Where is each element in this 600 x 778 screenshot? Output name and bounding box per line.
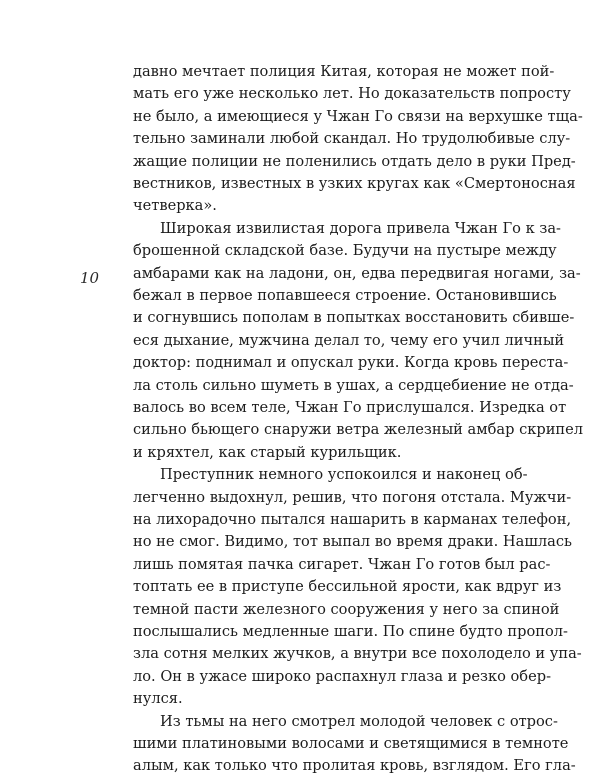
text-line: и кряхтел, как старый курильщик. (133, 443, 402, 461)
text-line: давно мечтает полиция Китая, которая не может пой- (133, 63, 555, 80)
page-number: 10 (80, 268, 100, 287)
text-line: жащие полиции не поленились отдать дело в руки Пред- (133, 152, 576, 170)
text-line: не было, а имеющиеся у Чжан Го связи на верхушке тща- (133, 107, 583, 125)
text-line: алым, как только что пролитая кровь, взглядом. Его гла- (133, 757, 576, 775)
text-line: но не смог. Видимо, тот выпал во время драки. Нашлась (133, 533, 572, 551)
text-line: на лихорадочно пытался нашарить в карманах телефон, (133, 511, 572, 528)
text-line: четверка». (133, 197, 217, 215)
text-line: сильно бьющего снаружи ветра железный амбар скрипел (133, 421, 584, 439)
text-line: ла столь сильно шуметь в ушах, а сердцебиение не отда- (133, 376, 574, 394)
text-line: бежал в первое попавшееся строение. Остановившись (133, 287, 557, 304)
text-line: топтать ее в приступе бессильной ярости, как вдруг из (133, 578, 562, 596)
text-line: доктор: поднимал и опускал руки. Когда кровь переста- (133, 354, 569, 372)
text-line: валось во всем теле, Чжан Го прислушался. Изредка от (133, 399, 567, 416)
text-line: тельно заминали любой скандал. Но трудолюбивые слу- (133, 130, 571, 148)
text-line: еся дыхание, мужчина делал то, чему его учил личный (133, 331, 565, 349)
text-line: лишь помятая пачка сигарет. Чжан Го готов был рас- (133, 555, 551, 573)
text-line: Широкая извилистая дорога привела Чжан Го к за- (160, 219, 561, 237)
text-line: легченно выдохнул, решив, что погоня отстала. Мужчи- (133, 488, 572, 506)
text-line: мать его уже несколько лет. Но доказательств попросту (133, 85, 571, 103)
text-line: и согнувшись пополам в попытках восстановить сбивше- (133, 309, 575, 327)
text-line: шими платиновыми волосами и светящимися в темноте (133, 735, 569, 752)
text-line: ло. Он в ужасе широко распахнул глаза и резко обер- (133, 667, 551, 685)
text-line: амбарами как на ладони, он, едва передвигая ногами, за- (133, 264, 581, 282)
text-line: нулся. (133, 690, 183, 708)
text-line: послышались медленные шаги. По спине будто пропол- (133, 623, 568, 640)
text-line: темной пасти железного сооружения у него за спиной (133, 600, 560, 618)
text-line: вестников, известных в узких кругах как «Смертоносная (133, 175, 576, 192)
text-line: брошенной складской базе. Будучи на пустыре между (133, 242, 557, 260)
text-line: Из тьмы на него смотрел молодой человек с отрос- (160, 712, 558, 730)
text-line: зла сотня мелких жучков, а внутри все похолодело и упа- (133, 645, 582, 663)
text-line: Преступник немного успокоился и наконец об- (160, 466, 528, 484)
